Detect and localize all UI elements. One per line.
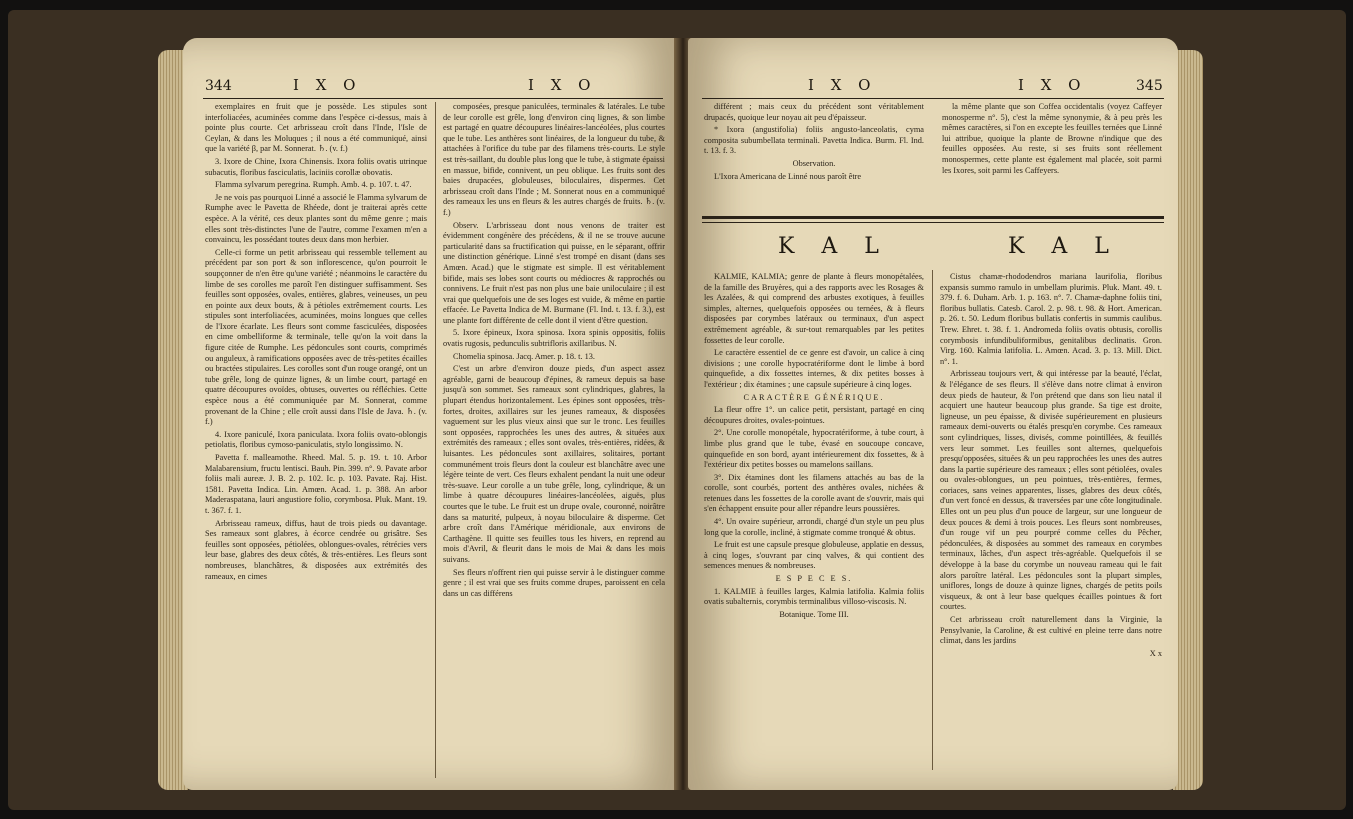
paragraph: Cet arbrisseau croît naturellement dans la Virginie, la Pensylvanie, la Caroline, & est cultivé en pleine terre dans notre climat, dans les jardins xyxy=(940,615,1162,646)
page-number: 344 xyxy=(205,78,232,94)
paragraph: la même plante que son Coffea occidentalis (voyez Caffeyer monosperme n°. 5), c'est la même synonymie, & à peu près les mêmes caractères, si l'on en excepte les feuilles ternées que Linné lui attribue, quoique la plante de Browne n'indique que des feuilles opposées. Au reste, si ses fruits sont réellement monospermes, cette plante est également mal placée, soit parmi les Ixores, soit parmi les Caffeyers. xyxy=(942,102,1162,175)
signature-mark: X x xyxy=(1149,648,1162,658)
paragraph: Celle-ci forme un petit arbrisseau qui ressemble tellement au précédent par son port & son inflorescence, qu'on pourroit le soupçonner de n'en être qu'une variété ; néanmoins le caractère du limbe de ses corolles me paroît l'en distinguer suffisamment. Ses feuilles sont opposées, ovales, entières, glabres, veineuses, un peu en pointe aux deux bouts, & à pétioles extrêmement courts. Les stipules sont interfoliacées, acuminées, moins longues que celles de l'Ixore écarlate. Les fleurs sont comme fasciculées, disposées en cime ombelliforme & terminale, telle qu'on la voit dans la figure citée de Rumphe. Les pédoncules sont courts, comprimés ou anguleux, à ramifications opposées avec de très-petites écailles ou bractées stipulaires. Les corolles sont d'un rouge orangé, ont un tube grêle, long de quinze lignes, & un limbe court, partagé en quatre découpures ovoïdes, obtuses, ouvertes ou réfléchies. Cette espèce nous a été communiquée par M. Sonnerat, comme provenant de la Chine ; elle croît aussi dans l'Isle de Java. ♄. (v. f.) xyxy=(205,247,427,427)
footer-signature: Botanique. Tome III. xyxy=(779,609,849,619)
paragraph: Pavetta f. malleamothe. Rheed. Mal. 5. p. 19. t. 10. Arbor Malabarensium, fructu lentisci. Bauh. Pin. 399. n°. 9. Pavate arbor foliis mali aureæ. J. B. 2. p. 102. Ic. p. 103. Pavate. Raj. Hist. 1581. Pavetta Indica. Lin. Amœn. Acad. 1. p. 388. An arbor Maderaspatana, lauri angustiore folio, corymbosa. Pluk. Mant. 19. t. 367. f. 1. xyxy=(205,453,427,515)
paragraph: Arbrisseau rameux, diffus, haut de trois pieds ou davantage. Ses rameaux sont glabres, à écorce cendrée ou grisâtre. Ses feuilles sont opposées, pétiolées, oblongues-ovales, rétrécies vers leur base, glabres des deux côtés, & très-entières. Les fleurs sont nombreuses, blanchâtres, & disposées aux extrémités des rameaux, en cimes xyxy=(205,518,427,581)
section-rule xyxy=(702,216,1164,219)
subheading: E S P E C E S. xyxy=(775,574,853,584)
text-column-2 xyxy=(443,102,665,782)
paragraph: Chomelia spinosa. Jacq. Amer. p. 18. t. 13. xyxy=(453,351,595,361)
column-divider xyxy=(435,102,436,778)
paragraph: C'est un arbre d'environ douze pieds, d'un aspect assez agréable, garni de beaucoup d'épines, & rameux depuis sa base jusqu'à son sommet. Ses rameaux sont cylindriques, glabres, la plupart étendus horizontalement. Les épines sont opposées, très-fortes, droites, axillaires sur les jeunes rameaux, & disposées vaguement sur les plus vieux ainsi que sur le tronc. Les feuilles sont opposées, rapprochées les unes des autres, & situées aux extrémités des rameaux ; elles sont ovales, très-entières, ridées, & luisantes. Les pédoncules sont axillaires, solitaires, portant communément trois fleurs dont la couleur est blanchâtre avec une légère teinte de vert. Ces fleurs exhalent pendant la nuit une odeur très-suave. Leur corolle a un tube grêle, long, cylindrique, & un limbe à quatre découpures linéaires-lancéolées, aiguës, plus courtes que le tube. Le fruit est un drupe ovale, couronné, noirâtre dans sa maturité, pulpeux, à noyau biloculaire & disperme. Cet arbre croît dans l'Amérique méridionale, aux environs de Carthagène. Il quitte ses feuilles tous les hivers, en reprend au mois d'Avril, & fleurit dans le mois de Mai & dans les mois suivans. xyxy=(443,364,665,564)
page-number: 345 xyxy=(1136,78,1163,94)
paragraph: Le caractère essentiel de ce genre est d'avoir, un calice à cinq divisions ; une corolle hypocratériforme dont le limbe à bord quinquefide, a dix fossettes internes, & dix petites bosses à l'extérieur ; dix étamines ; une capsule supérieure à cinq loges. xyxy=(704,348,924,389)
paragraph: Observ. L'arbrisseau dont nous venons de traiter est évidemment congénère des précédens, & il ne se trouve aucune particularité dans sa fructification qui puisse, en le séparant, offrir une distinction générique. Linné s'est trompé en disant (dans ses Amœn. Acad.) que le stigmate est simple. Il est véritablement bifide, mais ses lobes sont courts ou médiocres & rapprochés ou connivens. Le fruit n'est pas non plus une baie uniloculaire ; il est vrai que quelquefois une de ses loges est vuide, & même en partie effacée. Le Pavetta Indica de M. Burmane (Fl. Ind. t. 13. f. 3.), est une plante fort différente de celle dont il vient d'être question. xyxy=(443,220,665,325)
paragraph: 3°. Dix étamines dont les filamens attachés au bas de la corolle, sont courbés, portent des anthères ovales, nichées & retenues dans les fossettes de la corolle avant de s'ouvrir, mais qui s'en échappent ensuite pour aller répandre leurs poussières. xyxy=(704,472,924,514)
paragraph: composées, presque paniculées, terminales & latérales. Le tube de leur corolle est grêle, long d'environ cinq lignes, & son limbe est partagé en quatre découpures linéaires-lancéolées, plus courtes que le tube. Les anthères sont linéaires, de la longueur du tube, & attachées à l'orifice du tube par des filamens très-courts. Le style est très-saillant, du double plus long que le tube, à stigmate épaissi en massue, bifide, connivent, un peu oblique. Les fruits sont des baies drupacées, globuleuses, biloculaires, dispermes. Cet arbrisseau croît dans l'Inde ; M. Sonnerat nous en a communiqué des rameaux les uns en fleurs & les autres chargés de fruits. ♄. (v. f.) xyxy=(443,102,665,217)
paragraph: Le fruit est une capsule presque globuleuse, applatie en dessus, à cinq loges, s'ouvrant par cinq valves, & qui contient des semences menues & nombreuses. xyxy=(704,540,924,571)
paragraph: 3. Ixore de Chine, Ixora Chinensis. Ixora foliis ovatis utrinque subacutis, floribus fasciculatis, laciniis corollæ obovatis. xyxy=(205,156,427,177)
text-column-kal-2 xyxy=(940,272,1162,772)
subheading: Observation. xyxy=(792,158,836,168)
section-rule-thin xyxy=(702,222,1164,223)
section-heading: K A L xyxy=(778,234,889,259)
paragraph: 4. Ixore paniculé, Ixora paniculata. Ixora foliis ovato-oblongis petiolatis, floribus cymoso-paniculatis, stylo longissimo. N. xyxy=(205,429,427,450)
paragraph: différent ; mais ceux du précédent sont véritablement drupacés, quoique leur noyau ait peu d'épaisseur. xyxy=(704,102,924,122)
paragraph: 5. Ixore épineux, Ixora spinosa. Ixora spinis oppositis, foliis ovatis rugosis, pedunculis subtrifloris axillaribus. N. xyxy=(443,328,665,349)
running-header: I X O xyxy=(528,76,597,94)
paragraph: 2°. Une corolle monopétale, hypocratériforme, à tube court, à limbe plus grand que le tube, évasé en soucoupe concave, quinquefide en son bord, ayant intérieurement dix fossettes, & à l'extérieur dix petites bosses ou mamelons saillans. xyxy=(704,428,924,470)
running-header: I X O xyxy=(293,76,362,94)
section-heading: K A L xyxy=(1008,234,1119,259)
paragraph: KALMIE, KALMIA; genre de plante à fleurs monopétalées, de la famille des Bruyères, qui a des rapports avec les Rosages & les Azalées, & qui comprend des arbustes exotiques, à feuilles simples, alternes, quelquefois opposées ou ternées, & à fleurs disposées par corymbes latéraux ou terminaux, d'un aspect extrêmement agréable, & sur-tout remarquables par les petites fossettes de leur corolle. xyxy=(704,272,924,345)
right-page xyxy=(688,38,1178,790)
header-rule xyxy=(203,98,663,99)
running-header: I X O xyxy=(808,76,877,94)
header-rule xyxy=(702,98,1164,99)
text-column-kal-1 xyxy=(704,272,924,772)
paragraph: 1. KALMIE à feuilles larges, Kalmia latifolia. Kalmia foliis ovatis subalternis, corymbis terminalibus villoso-viscosis. N. xyxy=(704,586,924,607)
subheading: CARACTÈRE GÉNÉRIQUE. xyxy=(743,392,885,402)
paragraph: La fleur offre 1°. un calice petit, persistant, partagé en cinq découpures droites, ovales-pointues. xyxy=(704,405,924,425)
paragraph: Cistus chamæ-rhododendros mariana laurifolia, floribus expansis summo ramulo in umbellam plurimis. Pluk. Mant. 49. t. 379. f. 6. Duham. Arb. 1. p. 163. n°. 7. Chamæ-daphne foliis tini, floribus bullatis. Catesb. Carol. 2. p. 98. t. 98. & Hort. American. p. 26. t. 50. Ledum floribus bullatis confertis in summis caulibus. Trew. Ehret. t. 38. f. 1. Andromeda foliis ovatis obtusis, corollis corymbosis infundibuliformibus, genitalibus declinatis. Gron. Virg. 160. Kalmia latifolia. L. Amœn. Acad. 3. p. 13. Mill. Dict. n°. 1. xyxy=(940,272,1162,366)
paragraph: L'Ixora Americana de Linné nous paroît être xyxy=(714,171,862,181)
paragraph: Je ne vois pas pourquoi Linné a associé le Flamma sylvarum de Rumphe avec le Pavetta de Rhéede, dont je traiterai après cette espèce. A la vérité, ces deux plantes sont du même genre ; mais elles sont très-distinctes l'une de l'autre, comme l'examen m'en a convaincu, les possédant toutes deux dans mon herbier. xyxy=(205,192,427,245)
text-column-1 xyxy=(205,102,427,782)
book-photograph xyxy=(8,10,1346,810)
paragraph: Ses fleurs n'offrent rien qui puisse servir à le distinguer comme genre ; il est vrai que ses fruits comme drupes, paroissent en cela dans un cas différens xyxy=(443,567,665,598)
paragraph: Flamma sylvarum peregrina. Rumph. Amb. 4. p. 107. t. 47. xyxy=(215,180,412,190)
text-column-top-1 xyxy=(704,102,924,222)
left-page xyxy=(183,38,678,790)
running-header: I X O xyxy=(1018,76,1087,94)
column-divider xyxy=(932,270,933,770)
text-column-top-2 xyxy=(942,102,1162,222)
paragraph: Arbrisseau toujours vert, & qui intéresse par la beauté, l'éclat, & l'élégance de ses fleurs. Il s'élève dans notre climat à environ deux pieds de hauteur, & l'on prétend que dans son lieu natal il acquiert une hauteur beaucoup plus grande. Sa tige est droite, ligneuse, un peu épaisse, & divisée supérieurement en plusieurs rameaux demi-ouverts ou étalés presqu'en corymbe. Ces rameaux sont cylindriques, lisses, divisés, comme pointillées, & feuillés vers leur sommet. Les feuilles sont alternes, quelquefois presqu'opposées, situées & un peu rapprochées les unes des autres dans la partie supérieure des rameaux ; elles sont pétiolées, ovales ou ovales-oblongues, un peu pointues, très-entières, fermes, coriaces, sans veines apparentes, lisses, glabres des deux côtés, d'un vert foncé en dessus, & traversées par une côte longitudinale. Elles ont un peu plus d'un pouce de largeur, sur une longueur de deux pouces & demi à trois pouces. Les fleurs sont nombreuses, d'un rouge vif un peu pourpré comme celles du Pêcher, pédonculées, & disposées au sommet des rameaux en corymbes terminaux, lâches, d'un aspect très-agréable. Quelquefois il se développe à la base du corymbe un nouveau rameau qui le fait alors paroître latéral. Les pédoncules sont la plupart simples, uniflores, longs de douze à quinze lignes, chargés de petits poils visqueux, & ont à leur base quelques écailles pointues & fort courtes. xyxy=(940,369,1162,612)
paragraph: exemplaires en fruit que je possède. Les stipules sont interfoliacées, acuminées comme dans l'espèce ci-dessus, mais à pointe plus courte. Cet arbrisseau croît dans l'Inde, l'Isle de Ceylan, & dans les Moluques ; il nous a été communiqué, ainsi que la variété β, par M. Sonnerat. ♄. (v. f.) xyxy=(205,102,427,154)
paragraph: * Ixora (angustifolia) foliis angusto-lanceolatis, cyma composita subumbellata terminali. Pavetta Indica. Burm. Fl. Ind. t. 13. f. 3. xyxy=(704,125,924,156)
paragraph: 4°. Un ovaire supérieur, arrondi, chargé d'un style un peu plus long que la corolle, incliné, à stigmate comme tronqué & obtus. xyxy=(704,517,924,537)
